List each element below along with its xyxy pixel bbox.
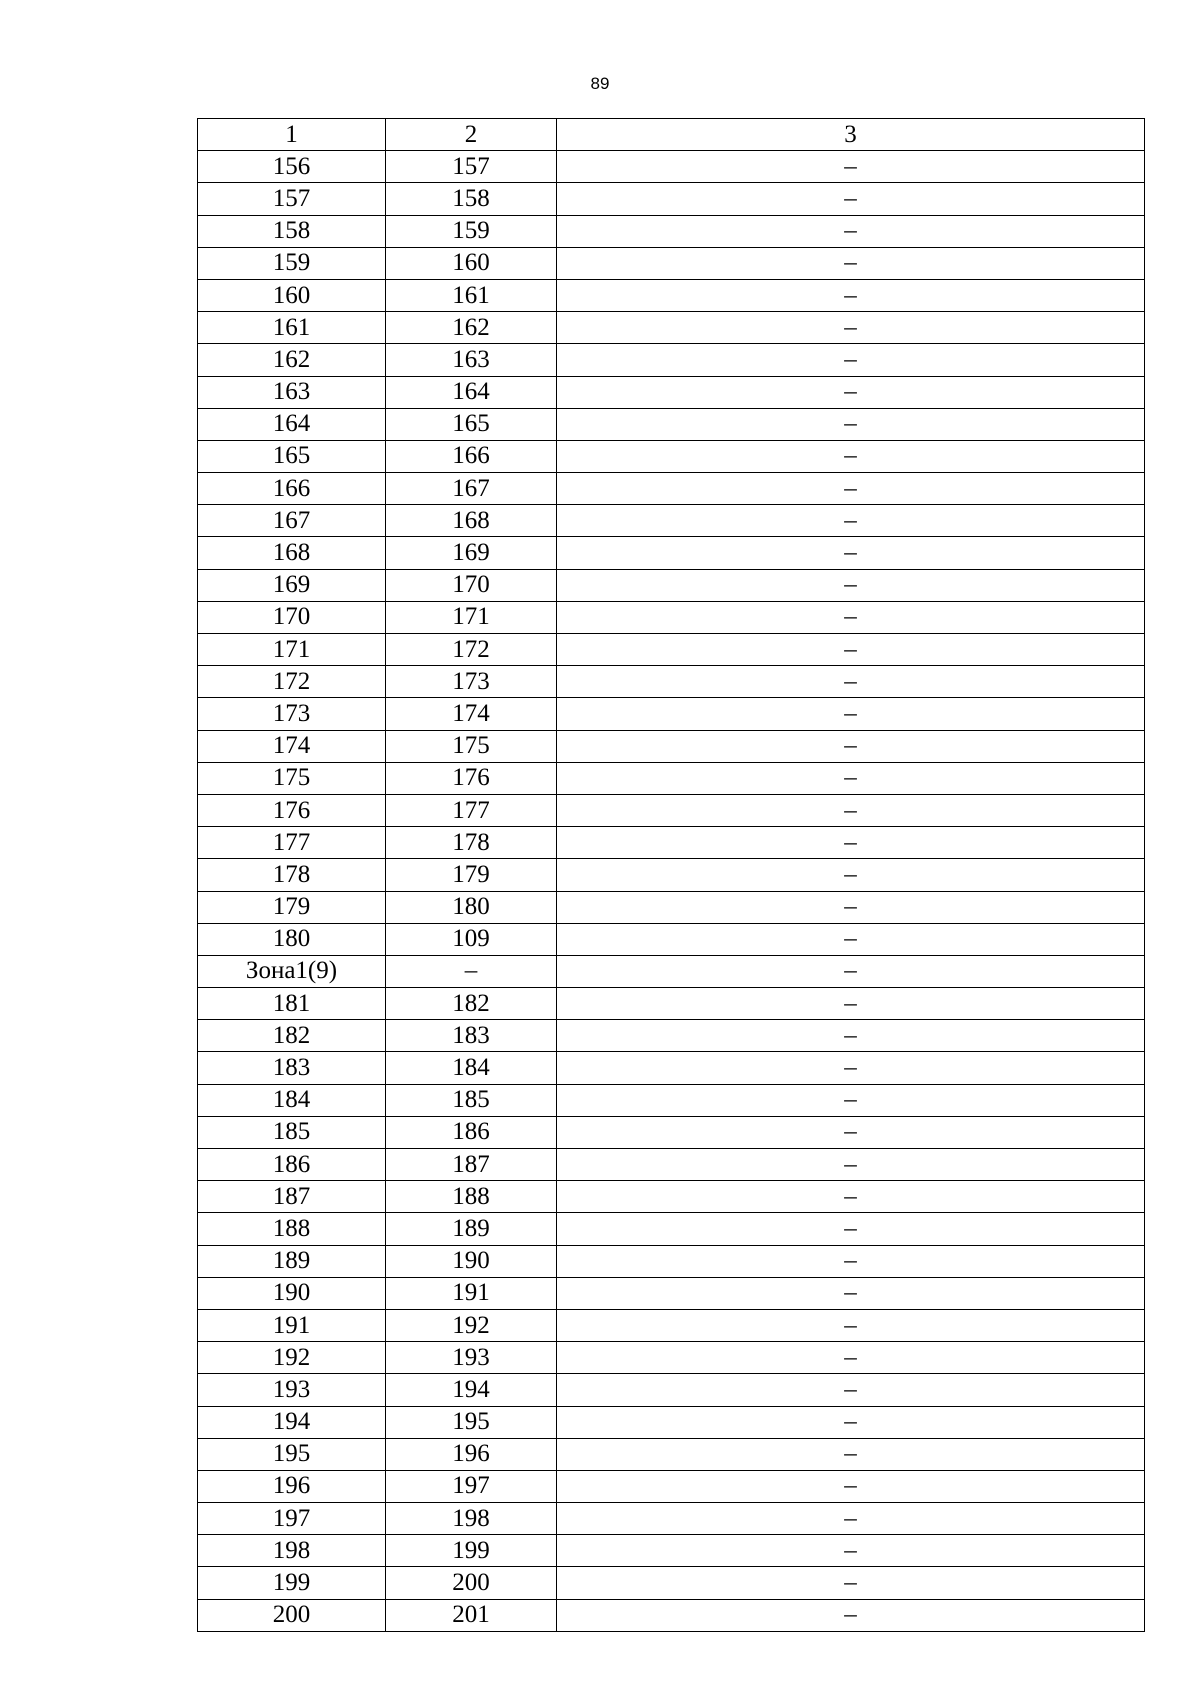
table-cell-col-1: 195 (198, 1438, 386, 1470)
table-cell-col-2: 180 (386, 891, 557, 923)
table-cell-col-1: 180 (198, 923, 386, 955)
table-cell-col-3: – (557, 279, 1145, 311)
table-cell-col-3: – (557, 376, 1145, 408)
table-cell-col-1: 194 (198, 1406, 386, 1438)
table-body (198, 119, 1145, 1632)
table-row (198, 1406, 1145, 1438)
table-cell-col-2: 197 (386, 1470, 557, 1502)
table-cell-col-2: 164 (386, 376, 557, 408)
table-cell-col-3: – (557, 344, 1145, 376)
table-cell-col-2: 160 (386, 247, 557, 279)
table-cell-col-1: 188 (198, 1213, 386, 1245)
table-cell-col-3: – (557, 730, 1145, 762)
table-cell-col-3: – (557, 1116, 1145, 1148)
table-row (198, 1599, 1145, 1631)
table-cell-col-1: 163 (198, 376, 386, 408)
table-cell-col-3: – (557, 1535, 1145, 1567)
table-cell-col-3: – (557, 505, 1145, 537)
table-row (198, 1470, 1145, 1502)
table-cell-col-2: 182 (386, 988, 557, 1020)
table-cell-col-3: – (557, 634, 1145, 666)
table-cell-col-1: 178 (198, 859, 386, 891)
table-row (198, 1438, 1145, 1470)
table-row (198, 247, 1145, 279)
table-cell-col-3: – (557, 762, 1145, 794)
table-cell-col-1: 164 (198, 408, 386, 440)
table-cell-col-1: 157 (198, 183, 386, 215)
table-cell-col-2: 158 (386, 183, 557, 215)
table-cell-col-2: 157 (386, 151, 557, 183)
table-cell-col-1: 172 (198, 666, 386, 698)
table-cell-col-1: 168 (198, 537, 386, 569)
table-cell-col-3: – (557, 827, 1145, 859)
table-cell-col-1: 183 (198, 1052, 386, 1084)
table-row (198, 376, 1145, 408)
table-cell-col-2: 193 (386, 1342, 557, 1374)
table-cell-col-3: – (557, 1567, 1145, 1599)
table-cell-col-1: 159 (198, 247, 386, 279)
table-cell-col-1: 167 (198, 505, 386, 537)
table-cell-col-1: 192 (198, 1342, 386, 1374)
table-cell-col-3: – (557, 1309, 1145, 1341)
table-row (198, 1503, 1145, 1535)
table-cell-col-2: 190 (386, 1245, 557, 1277)
header-cell-2: 2 (386, 119, 557, 151)
table-cell-col-2: 191 (386, 1277, 557, 1309)
header-cell-3: 3 (557, 119, 1145, 151)
table-row (198, 988, 1145, 1020)
table-cell-col-1: 198 (198, 1535, 386, 1567)
table-cell-col-1: 158 (198, 215, 386, 247)
table-cell-col-1: 160 (198, 279, 386, 311)
table-row (198, 859, 1145, 891)
table-cell-col-1: 200 (198, 1599, 386, 1631)
table-cell-col-2: 192 (386, 1309, 557, 1341)
table-cell-col-1: 162 (198, 344, 386, 376)
table-cell-col-1: 165 (198, 440, 386, 472)
table-cell-col-2: 159 (386, 215, 557, 247)
table-cell-col-3: – (557, 601, 1145, 633)
table-row (198, 698, 1145, 730)
table-row (198, 279, 1145, 311)
table-cell-col-2: 167 (386, 473, 557, 505)
table-cell-col-3: – (557, 794, 1145, 826)
table-cell-col-3: – (557, 151, 1145, 183)
table-row (198, 1342, 1145, 1374)
table-cell-col-2: 185 (386, 1084, 557, 1116)
table-row (198, 1084, 1145, 1116)
table-cell-col-2: 171 (386, 601, 557, 633)
table-cell-col-1: 179 (198, 891, 386, 923)
table-cell-col-1: 181 (198, 988, 386, 1020)
table-cell-col-1: 156 (198, 151, 386, 183)
table-cell-col-3: – (557, 1181, 1145, 1213)
table-cell-col-2: 198 (386, 1503, 557, 1535)
table-cell-col-3: – (557, 183, 1145, 215)
table-row (198, 923, 1145, 955)
table-cell-col-3: – (557, 537, 1145, 569)
table-cell-col-1: 161 (198, 312, 386, 344)
table-cell-col-3: – (557, 473, 1145, 505)
table-cell-col-1: 187 (198, 1181, 386, 1213)
table-cell-col-1: 189 (198, 1245, 386, 1277)
table-cell-col-1: 182 (198, 1020, 386, 1052)
table-cell-col-1: 193 (198, 1374, 386, 1406)
table-row (198, 1535, 1145, 1567)
table-cell-col-2: 165 (386, 408, 557, 440)
table-row (198, 601, 1145, 633)
page-number: 89 (590, 74, 610, 93)
table-cell-col-2: 194 (386, 1374, 557, 1406)
table-cell-col-1: 173 (198, 698, 386, 730)
table-row (198, 215, 1145, 247)
table-row (198, 1277, 1145, 1309)
table-cell-col-3: – (557, 1470, 1145, 1502)
table-row (198, 794, 1145, 826)
table-row (198, 1020, 1145, 1052)
table-cell-col-3: – (557, 1374, 1145, 1406)
table-cell-col-2: – (386, 955, 557, 987)
table-cell-col-2: 196 (386, 1438, 557, 1470)
table-row (198, 730, 1145, 762)
table-cell-col-3: – (557, 666, 1145, 698)
table-cell-col-2: 161 (386, 279, 557, 311)
table-cell-col-3: – (557, 408, 1145, 440)
table-cell-col-3: – (557, 440, 1145, 472)
table-cell-col-3: – (557, 698, 1145, 730)
table-cell-col-2: 166 (386, 440, 557, 472)
table-cell-col-2: 199 (386, 1535, 557, 1567)
table-row (198, 183, 1145, 215)
table-row (198, 440, 1145, 472)
table-cell-col-3: – (557, 312, 1145, 344)
table-cell-col-3: – (557, 923, 1145, 955)
table-row (198, 634, 1145, 666)
table-cell-col-2: 169 (386, 537, 557, 569)
table-cell-col-1: 169 (198, 569, 386, 601)
table-cell-col-2: 173 (386, 666, 557, 698)
table-cell-col-1: 196 (198, 1470, 386, 1502)
header-cell-1: 1 (198, 119, 386, 151)
table-row (198, 569, 1145, 601)
table-cell-col-2: 172 (386, 634, 557, 666)
table-cell-col-1: 184 (198, 1084, 386, 1116)
table-row (198, 1374, 1145, 1406)
table-row (198, 1181, 1145, 1213)
table-cell-col-2: 176 (386, 762, 557, 794)
table-cell-col-2: 174 (386, 698, 557, 730)
table-cell-col-3: – (557, 988, 1145, 1020)
table-cell-col-3: – (557, 891, 1145, 923)
table-cell-col-2: 183 (386, 1020, 557, 1052)
table-row (198, 505, 1145, 537)
table-cell-col-1: 175 (198, 762, 386, 794)
table-cell-col-1: Зона1(9) (198, 955, 386, 987)
table-cell-col-1: 166 (198, 473, 386, 505)
table-cell-col-1: 191 (198, 1309, 386, 1341)
table-row (198, 151, 1145, 183)
table-row (198, 1116, 1145, 1148)
table-row (198, 344, 1145, 376)
table-cell-col-3: – (557, 247, 1145, 279)
table-row (198, 408, 1145, 440)
table-cell-col-2: 201 (386, 1599, 557, 1631)
table-cell-col-2: 178 (386, 827, 557, 859)
table-cell-col-3: – (557, 569, 1145, 601)
table-cell-col-2: 170 (386, 569, 557, 601)
table-cell-col-1: 177 (198, 827, 386, 859)
table-cell-col-3: – (557, 1438, 1145, 1470)
table-row (198, 1309, 1145, 1341)
table-cell-col-3: – (557, 1406, 1145, 1438)
table-cell-col-1: 170 (198, 601, 386, 633)
table-row (198, 891, 1145, 923)
table-cell-col-3: – (557, 955, 1145, 987)
table-cell-col-3: – (557, 1149, 1145, 1181)
table-row (198, 1052, 1145, 1084)
table-row (198, 537, 1145, 569)
table-cell-col-3: – (557, 859, 1145, 891)
table-cell-col-3: – (557, 1342, 1145, 1374)
table-cell-col-3: – (557, 1052, 1145, 1084)
table-cell-col-2: 109 (386, 923, 557, 955)
table-cell-col-2: 200 (386, 1567, 557, 1599)
table-cell-col-2: 168 (386, 505, 557, 537)
table-cell-col-2: 163 (386, 344, 557, 376)
table-cell-col-2: 195 (386, 1406, 557, 1438)
table-cell-col-3: – (557, 1084, 1145, 1116)
table-cell-col-3: – (557, 1213, 1145, 1245)
table-header-row (198, 119, 1145, 151)
table-cell-col-1: 199 (198, 1567, 386, 1599)
table-cell-col-2: 189 (386, 1213, 557, 1245)
table-cell-col-3: – (557, 1277, 1145, 1309)
table-cell-col-2: 179 (386, 859, 557, 891)
table-cell-col-1: 197 (198, 1503, 386, 1535)
table-row (198, 1567, 1145, 1599)
table-row (198, 473, 1145, 505)
table-cell-col-3: – (557, 1245, 1145, 1277)
table-row (198, 762, 1145, 794)
table-row (198, 827, 1145, 859)
table-cell-col-2: 162 (386, 312, 557, 344)
table-row (198, 666, 1145, 698)
table-cell-col-3: – (557, 1599, 1145, 1631)
table-cell-col-1: 190 (198, 1277, 386, 1309)
table-cell-col-1: 174 (198, 730, 386, 762)
table-cell-col-1: 171 (198, 634, 386, 666)
table-cell-col-2: 184 (386, 1052, 557, 1084)
table-cell-col-2: 177 (386, 794, 557, 826)
table-cell-col-3: – (557, 215, 1145, 247)
table-cell-col-3: – (557, 1503, 1145, 1535)
table-cell-col-1: 185 (198, 1116, 386, 1148)
table-cell-col-2: 186 (386, 1116, 557, 1148)
table-cell-col-2: 187 (386, 1149, 557, 1181)
table-cell-col-2: 188 (386, 1181, 557, 1213)
table-row (198, 312, 1145, 344)
table-cell-col-1: 186 (198, 1149, 386, 1181)
table-cell-col-3: – (557, 1020, 1145, 1052)
table-row (198, 1149, 1145, 1181)
table-row (198, 955, 1145, 987)
table-row (198, 1245, 1145, 1277)
data-table (197, 118, 1145, 1632)
table-cell-col-2: 175 (386, 730, 557, 762)
table-row (198, 1213, 1145, 1245)
table-cell-col-1: 176 (198, 794, 386, 826)
